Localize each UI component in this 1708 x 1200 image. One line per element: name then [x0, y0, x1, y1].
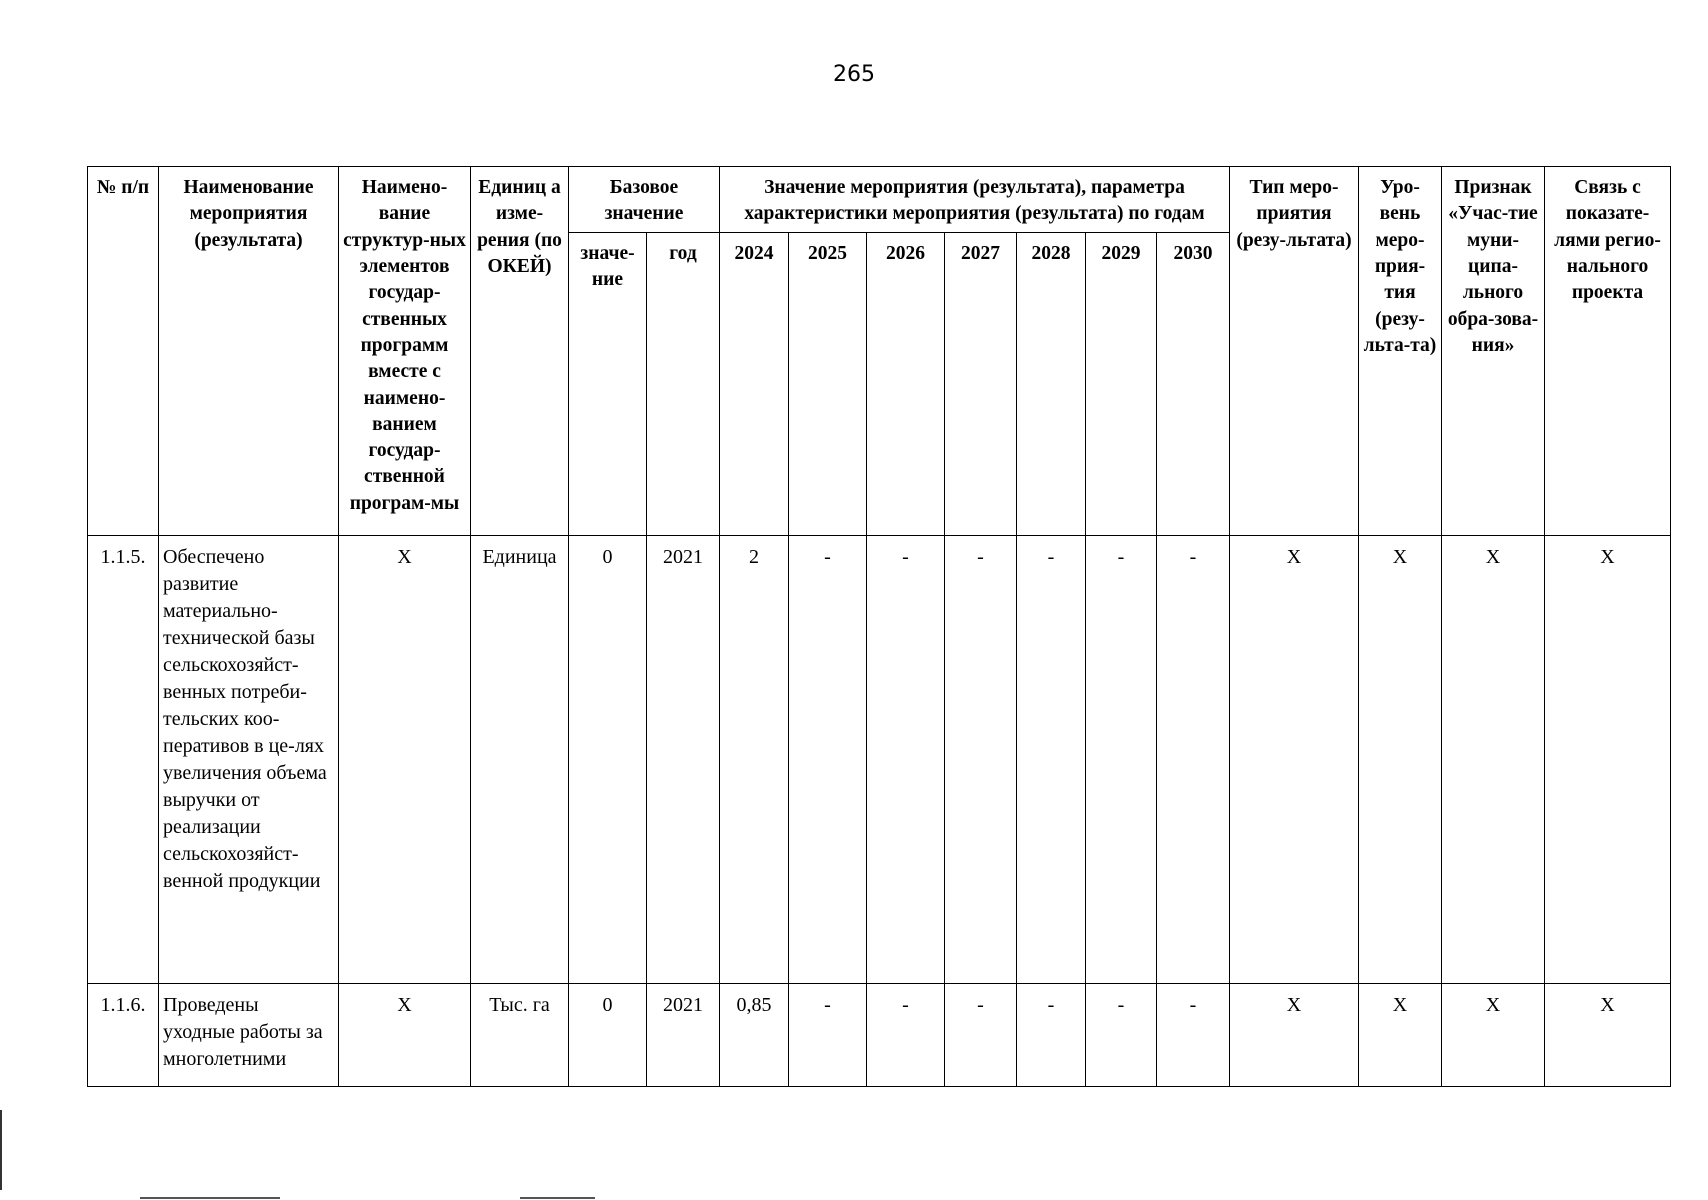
- header-year-2025: 2025: [789, 232, 867, 535]
- header-name: Наименование мероприятия (результата): [159, 167, 339, 536]
- header-regional-link: Связь с показате-лями регио-нального проекта: [1545, 167, 1671, 536]
- page-number: 265: [833, 62, 875, 87]
- header-no: № п/п: [88, 167, 159, 536]
- header-year-2026: 2026: [867, 232, 945, 535]
- row-no: 1.1.6.: [88, 983, 159, 1086]
- row-name: Проведены уходные работы за многолетними: [159, 983, 339, 1086]
- row-value-2027: -: [945, 983, 1017, 1086]
- row-type: X: [1230, 535, 1359, 983]
- row-struct: X: [339, 983, 471, 1086]
- header-year-2029: 2029: [1086, 232, 1157, 535]
- row-struct: X: [339, 535, 471, 983]
- header-base-value-value: значе-ние: [569, 232, 647, 535]
- scan-artifact-line: [520, 1197, 595, 1199]
- row-unit: Единица: [471, 535, 569, 983]
- row-base-year: 2021: [647, 535, 720, 983]
- row-value-2024: 0,85: [720, 983, 789, 1086]
- header-type: Тип меро-приятия (резу-льтата): [1230, 167, 1359, 536]
- row-value-2030: -: [1157, 983, 1230, 1086]
- row-base-year: 2021: [647, 983, 720, 1086]
- row-value-2026: -: [867, 983, 945, 1086]
- table-row: [88, 983, 1671, 1086]
- row-value-2025: -: [789, 983, 867, 1086]
- row-base-value: 0: [569, 535, 647, 983]
- header-base-value: Базовое значение: [569, 167, 720, 233]
- row-name: Обеспечено развитие материально-технической базы сельскохозяйст-венных потреби-тельских коо-перативов в це-лях увеличения объема выручки от реализации сельскохозяйст-венной продукции: [159, 535, 339, 983]
- row-regional-link: X: [1545, 983, 1671, 1086]
- row-value-2029: -: [1086, 535, 1157, 983]
- header-level: Уро-вень меро-прия-тия (резу-льта-та): [1359, 167, 1442, 536]
- header-structural-elements: Наимено-вание структур-ных элементов государ-ственных программ вместе с наимено-ванием государ-ственной програм-мы: [339, 167, 471, 536]
- header-unit: Единиц а изме-рения (по ОКЕЙ): [471, 167, 569, 536]
- row-regional-link: X: [1545, 535, 1671, 983]
- row-value-2030: -: [1157, 535, 1230, 983]
- row-value-2024: 2: [720, 535, 789, 983]
- row-value-2026: -: [867, 535, 945, 983]
- header-year-2027: 2027: [945, 232, 1017, 535]
- row-base-value: 0: [569, 983, 647, 1086]
- header-year-2030: 2030: [1157, 232, 1230, 535]
- row-unit: Тыс. га: [471, 983, 569, 1086]
- row-level: X: [1359, 983, 1442, 1086]
- header-base-value-year: год: [647, 232, 720, 535]
- header-municipal-sign: Признак «Учас-тие муни-ципа-льного обра-зова-ния»: [1442, 167, 1545, 536]
- header-year-2028: 2028: [1017, 232, 1086, 535]
- row-value-2028: -: [1017, 983, 1086, 1086]
- row-type: X: [1230, 983, 1359, 1086]
- row-no: 1.1.5.: [88, 535, 159, 983]
- row-value-2027: -: [945, 535, 1017, 983]
- scan-artifact-line: [140, 1197, 280, 1199]
- scan-artifact-line: [0, 1110, 2, 1190]
- measures-table: [87, 166, 1671, 1087]
- row-value-2025: -: [789, 535, 867, 983]
- row-value-2028: -: [1017, 535, 1086, 983]
- header-year-2024: 2024: [720, 232, 789, 535]
- row-value-2029: -: [1086, 983, 1157, 1086]
- row-municipal-sign: X: [1442, 535, 1545, 983]
- row-level: X: [1359, 535, 1442, 983]
- row-municipal-sign: X: [1442, 983, 1545, 1086]
- header-values-by-year: Значение мероприятия (результата), параметра характеристики мероприятия (результата) по годам: [720, 167, 1230, 233]
- table-row: [88, 535, 1671, 983]
